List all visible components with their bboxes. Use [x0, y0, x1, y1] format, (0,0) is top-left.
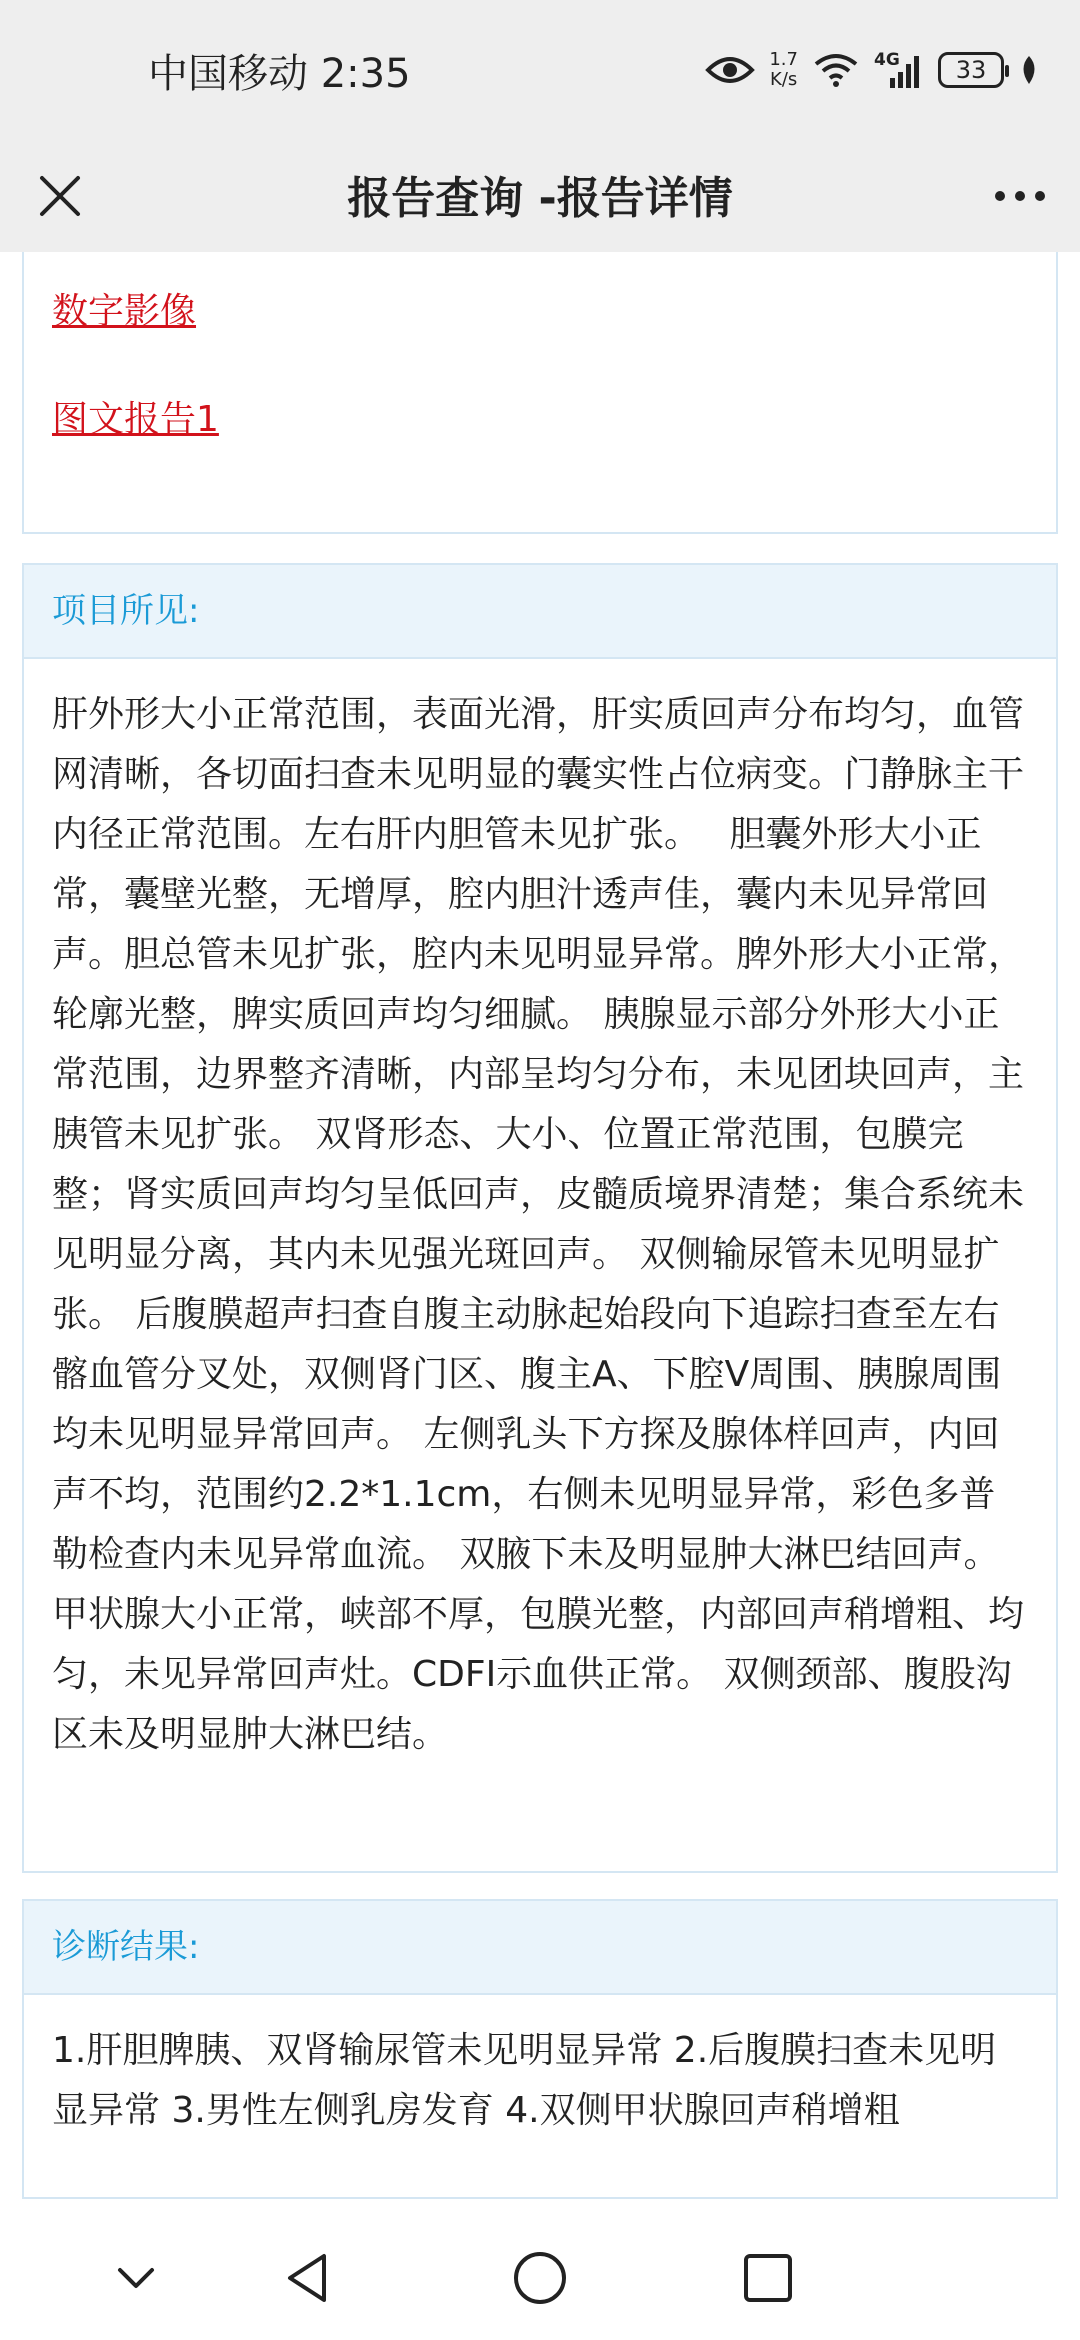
page-title: 报告查询 -报告详情 — [347, 173, 733, 224]
battery-level: 33 — [955, 56, 987, 84]
system-nav-bar — [0, 2212, 1080, 2340]
battery-indicator — [938, 52, 1004, 88]
cell-signal — [874, 50, 924, 90]
signal-icon — [874, 50, 924, 90]
back-icon[interactable] — [272, 2242, 344, 2314]
net-speed — [769, 50, 798, 90]
title-bar — [0, 140, 1080, 252]
status-icons — [705, 40, 1040, 100]
net-speed-unit: K/s — [770, 69, 798, 90]
status-bar — [0, 0, 1080, 140]
report-link-1[interactable]: 图文报告1 — [52, 399, 219, 440]
links-card — [22, 252, 1058, 534]
carrier-time: 中国移动 2:35 — [148, 51, 411, 97]
network-type: 4G — [874, 50, 900, 70]
diagnosis-card — [22, 1899, 1058, 2199]
report-content[interactable] — [0, 252, 1080, 2212]
leaf-icon — [1018, 54, 1040, 86]
digital-image-link[interactable]: 数字影像 — [52, 291, 197, 332]
diagnosis-heading: 诊断结果: — [24, 1901, 1056, 1995]
findings-card — [22, 563, 1058, 1873]
chevron-down-icon[interactable] — [100, 2242, 172, 2314]
more-icon[interactable] — [988, 164, 1052, 228]
diagnosis-text: 1.肝胆脾胰、双肾输尿管未见明显异常 2.后腹膜扫查未见明显异常 3.男性左侧乳房发育 4.双侧甲状腺回声稍增粗 — [52, 2030, 997, 2131]
eye-icon — [705, 52, 755, 88]
findings-heading: 项目所见: — [24, 565, 1056, 659]
wifi-icon — [812, 52, 860, 88]
findings-text: 肝外形大小正常范围，表面光滑，肝实质回声分布均匀，血管网清晰，各切面扫查未见明显的囊实性占位病变。门静脉主干内径正常范围。左右肝内胆管未见扩张。 胆囊外形大小正常，囊壁光整，无增厚，腔内胆汁透声佳，囊内未见异常回声。胆总管未见扩张，腔内未见明显异常。脾外形大小正常，轮廓光整，脾实质回声均匀细腻。 胰腺显示部分外形大小正常范围，边界整齐清晰，内部呈均匀分布，未见团块回声，主胰管未见扩张。 双肾形态、大小、位置正常范围，包膜完整；肾实质回声均匀呈低回声，皮髓质境界清楚；集合系统未见明显分离，其内未见强光斑回声。 双侧输尿管未见明显扩张。 后腹膜超声扫查自腹主动脉起始段向下追踪扫查至左右髂血管分叉处，双侧肾门区、腹主A、下腔V周围、胰腺周围均未见明显异常回声。 左侧乳头下方探及腺体样回声，内回声不均，范围约2.2*1.1cm，右侧未见明显异常，彩色多普勒检查内未见异常血流。 双腋下未及明显肿大淋巴结回声。 甲状腺大小正常，峡部不厚，包膜光整，内部回声稍增粗、均匀，未见异常回声灶。CDFI示血供正常。 双侧颈部、腹股沟区未及明显肿大淋巴结。 — [52, 694, 1025, 1755]
recents-icon[interactable] — [732, 2242, 804, 2314]
net-speed-value: 1.7 — [769, 49, 798, 70]
home-icon[interactable] — [504, 2242, 576, 2314]
